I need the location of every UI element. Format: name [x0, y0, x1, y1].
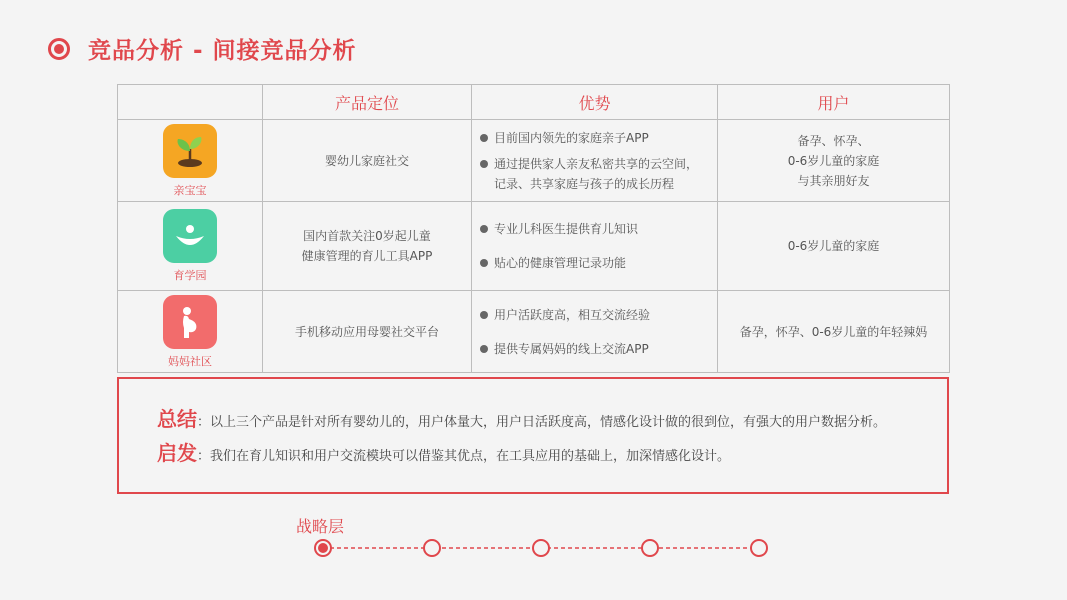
advantage-item: 专业儿科医生提供育儿知识 — [494, 219, 709, 239]
insight-line — [157, 437, 730, 466]
timeline-label: 战略层 — [296, 517, 345, 536]
app-cell — [118, 120, 263, 202]
advantages-cell — [472, 120, 718, 202]
app-cell — [118, 202, 263, 291]
positioning-cell: 手机移动应用母婴社交平台 — [263, 291, 472, 373]
timeline-track — [290, 530, 780, 566]
header-advantages: 优势 — [472, 85, 718, 120]
progress-timeline — [290, 510, 780, 570]
app-name: 亲宝宝 — [173, 183, 207, 197]
advantage-item: 提供专属妈妈的线上交流APP — [494, 339, 709, 359]
summary-text: ：以上三个产品是针对所有婴幼儿的，用户体量大，用户日活跃度高，情感化设计做的很到位，有强大的用户数据分析。 — [197, 415, 887, 430]
positioning-cell: 婴幼儿家庭社交 — [263, 120, 472, 202]
timeline-step-2[interactable] — [424, 540, 440, 556]
table-row — [118, 202, 950, 291]
positioning-cell: 国内首款关注0岁起儿童 健康管理的育儿工具APP — [263, 202, 472, 291]
advantages-cell — [472, 291, 718, 373]
pregnant-woman-icon — [163, 295, 217, 349]
summary-box — [117, 377, 949, 494]
header-positioning: 产品定位 — [263, 85, 472, 120]
header-empty — [118, 85, 263, 120]
insight-label: 启发 — [157, 441, 197, 465]
users-cell: 0-6岁儿童的家庭 — [718, 202, 950, 291]
advantage-item: 用户活跃度高，相互交流经验 — [494, 305, 709, 325]
timeline-step-3[interactable] — [533, 540, 549, 556]
app-cell — [118, 291, 263, 373]
summary-label: 总结 — [157, 407, 197, 431]
timeline-step-5[interactable] — [751, 540, 767, 556]
page-header — [48, 32, 357, 65]
app-name: 妈妈社区 — [168, 354, 212, 368]
header-users: 用户 — [718, 85, 950, 120]
table-row — [118, 291, 950, 373]
advantage-item: 贴心的健康管理记录功能 — [494, 253, 709, 273]
bowl-icon — [163, 209, 217, 263]
users-cell: 备孕，怀孕、0-6岁儿童的年轻辣妈 — [718, 291, 950, 373]
table-row — [118, 120, 950, 202]
page-title: 竞品分析 - 间接竞品分析 — [88, 38, 357, 64]
timeline-step-4[interactable] — [642, 540, 658, 556]
app-name: 育学园 — [173, 269, 207, 282]
target-dot-icon — [48, 38, 70, 60]
timeline-step-1[interactable] — [315, 540, 331, 556]
insight-text: ：我们在育儿知识和用户交流模块可以借鉴其优点，在工具应用的基础上，加深情感化设计。 — [197, 449, 731, 464]
advantage-item: 目前国内领先的家庭亲子APP — [494, 128, 709, 148]
advantages-cell — [472, 202, 718, 291]
users-cell: 备孕、怀孕、 0-6岁儿童的家庭 与其亲朋好友 — [718, 120, 950, 202]
table-header-row — [118, 85, 950, 120]
sprout-icon — [163, 124, 217, 178]
comparison-table — [117, 84, 950, 373]
summary-line — [157, 403, 886, 432]
advantage-item: 通过提供家人亲友私密共享的云空间，记录、共享家庭与孩子的成长历程 — [494, 154, 709, 194]
